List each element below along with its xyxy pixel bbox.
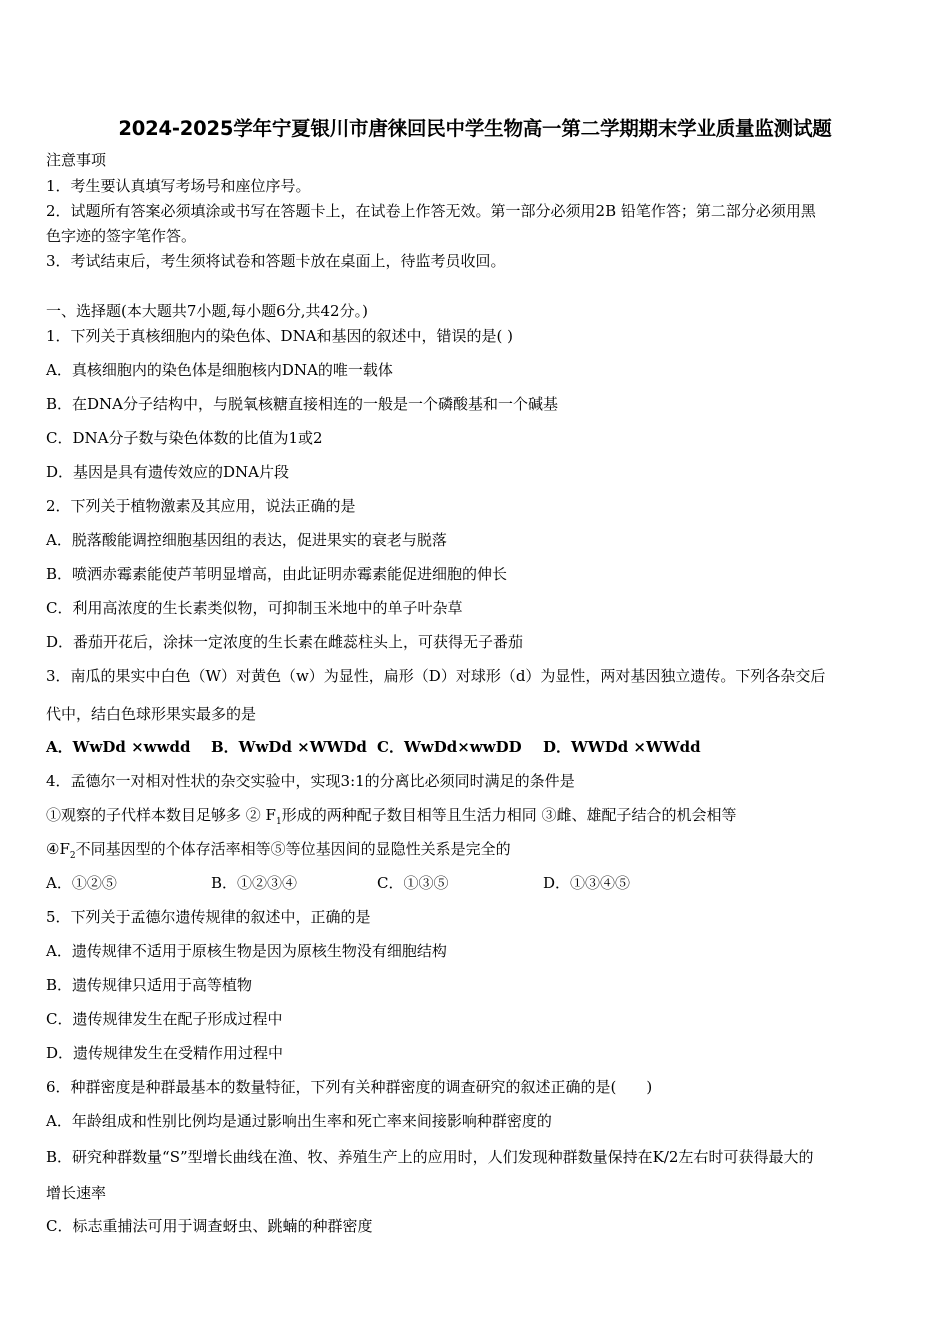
question-4-option-c: C．①③⑤ [377, 874, 449, 892]
notice-heading: 注意事项 [46, 151, 107, 169]
question-2-option-c: C．利用高浓度的生长素类似物，可抑制玉米地中的单子叶杂草 [46, 599, 463, 617]
question-5-option-b: B．遗传规律只适用于高等植物 [46, 976, 253, 994]
question-6-option-a: A．年龄组成和性别比例均是通过影响出生率和死亡率来间接影响种群密度的 [46, 1112, 552, 1130]
question-4-option-b: B．①②③④ [211, 874, 298, 892]
question-5-option-d: D．遗传规律发生在受精作用过程中 [46, 1044, 284, 1062]
notice-item-3: 3．考试结束后，考生须将试卷和答题卡放在桌面上，待监考员收回。 [46, 252, 506, 270]
question-5-stem: 5．下列关于孟德尔遗传规律的叙述中，正确的是 [46, 908, 371, 926]
notice-item-2: 2．试题所有答案必须填涂或书写在答题卡上，在试卷上作答无效。第一部分必须用2B 铅笔作答；第二部分必须用黑 [46, 202, 816, 220]
notice-item-2-cont: 色字迹的签字笔作答。 [46, 227, 197, 245]
condition-text: ①观察的子代样本数目足够多 ② F [46, 806, 276, 824]
question-4-conditions-1 [46, 805, 736, 832]
question-6-option-b: B．研究种群数量“S”型增长曲线在渔、牧、养殖生产上的应用时，人们发现种群数量保持在K/2左右时可获得最大的 [46, 1148, 814, 1166]
condition-text: 不同基因型的个体存活率相等⑤等位基因间的显隐性关系是完全的 [75, 840, 511, 858]
question-4-conditions-2 [46, 839, 511, 866]
page-title: 2024-2025学年宁夏银川市唐徕回民中学生物高一第二学期期末学业质量监测试题 [118, 117, 832, 140]
question-2-option-b: B．喷洒赤霉素能使芦苇明显增高，由此证明赤霉素能促进细胞的伸长 [46, 565, 508, 583]
question-1-option-d: D．基因是具有遗传效应的DNA片段 [46, 463, 290, 481]
question-5-option-c: C．遗传规律发生在配子形成过程中 [46, 1010, 283, 1028]
section-heading: 一、选择题(本大题共7小题,每小题6分,共42分。) [46, 302, 368, 320]
condition-text: 形成的两种配子数目相等且生活力相同 ③雌、雄配子结合的机会相等 [281, 806, 737, 824]
question-3-stem-cont: 代中，结白色球形果实最多的是 [46, 705, 257, 723]
subscript: 2 [69, 851, 76, 861]
question-1-stem: 1．下列关于真核细胞内的染色体、DNA和基因的叙述中，错误的是( ) [46, 327, 514, 345]
question-1-option-b: B．在DNA分子结构中，与脱氧核糖直接相连的一般是一个磷酸基和一个碱基 [46, 395, 559, 413]
question-2-option-d: D．番茄开花后，涂抹一定浓度的生长素在雌蕊柱头上，可获得无子番茄 [46, 633, 524, 651]
question-1-option-c: C．DNA分子数与染色体数的比值为1或2 [46, 429, 323, 447]
question-6-stem: 6．种群密度是种群最基本的数量特征，下列有关种群密度的调查研究的叙述正确的是( ) [46, 1078, 653, 1096]
question-3-option-a: A．WwDd ×wwdd [46, 738, 191, 756]
notice-item-1: 1．考生要认真填写考场号和座位序号。 [46, 177, 311, 195]
question-3-option-b: B．WwDd ×WWDd [211, 738, 367, 756]
question-1-option-a: A．真核细胞内的染色体是细胞核内DNA的唯一载体 [46, 361, 393, 379]
subscript: 1 [275, 817, 282, 827]
question-2-option-a: A．脱落酸能调控细胞基因组的表达，促进果实的衰老与脱落 [46, 531, 447, 549]
question-6-option-c: C．标志重捕法可用于调查蚜虫、跳蝻的种群密度 [46, 1217, 373, 1235]
question-3-stem: 3．南瓜的果实中白色（W）对黄色（w）为显性，扁形（D）对球形（d）为显性，两对基因独立遗传。下列各杂交后 [46, 667, 826, 685]
question-3-option-d: D．WWDd ×WWdd [543, 738, 701, 756]
question-4-stem: 4．孟德尔一对相对性状的杂交实验中，实现3:1的分离比必须同时满足的条件是 [46, 772, 575, 790]
question-5-option-a: A．遗传规律不适用于原核生物是因为原核生物没有细胞结构 [46, 942, 447, 960]
question-4-option-d: D．①③④⑤ [543, 874, 631, 892]
question-4-option-a: A．①②⑤ [46, 874, 117, 892]
question-2-stem: 2．下列关于植物激素及其应用，说法正确的是 [46, 497, 356, 515]
condition-text: ④F [46, 840, 70, 858]
question-6-option-b-cont: 增长速率 [46, 1184, 107, 1202]
question-3-option-c: C．WwDd×wwDD [377, 738, 522, 756]
